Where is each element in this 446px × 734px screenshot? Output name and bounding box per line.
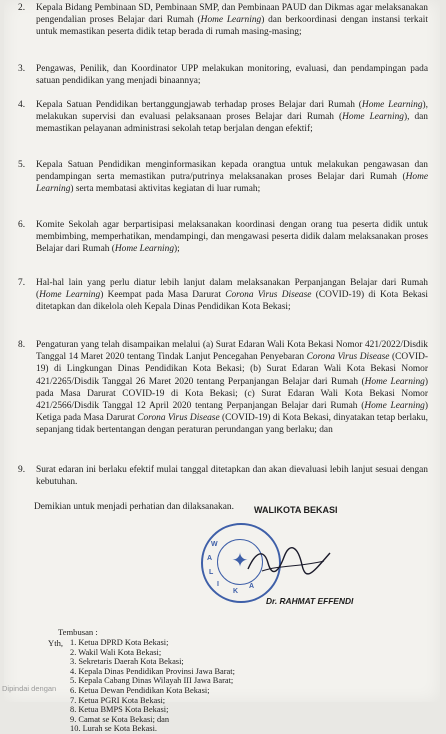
item-text: Komite Sekolah agar berpartisipasi melaksanakan koordinasi dengan orang tua peserta didik untuk membimbing, memperhatikan, mendampingi, dan mengawasi peserta didik dalam melaksanakan proses Belajar dari Rumah (Home Learning); <box>36 220 428 255</box>
item-text: Surat edaran ini berlaku efektif mulai tanggal ditetapkan dan akan dievaluasi lebih lanjut sesuai dengan kebutuhan. <box>36 465 428 488</box>
item-text: Pengaturan yang telah disampaikan melalui (a) Surat Edaran Wali Kota Bekasi Nomor 421/2022/Disdik Tanggal 14 Maret 2020 tentang Tindak Lanjut Pencegahan Penyebaran Corona Virus Disease (COVID-19) di Lingkungan Dinas Pendidikan Kota Bekasi; (b) Surat Edaran Wali Kota Bekasi Nomor 421/2265/Disdik Tanggal 26 Maret 2020 tentang Perpanjangan Belajar dari Rumah (Home Learning) pada Masa Darurat COVID-19 di Kota Bekasi; (c) Surat Edaran Wali Kota Bekasi Nomor 421/2566/Disdik Tanggal 12 April 2020 tentang Perpanjangan Belajar dari Rumah (Home Learning) Ketiga pada Masa Darurat Corona Virus Disease (COVID-19) di Kota Bekasi, dinyatakan tetap berlaku, sepanjang tidak bertentangan dengan peraturan perundangan yang berlaku; dan <box>36 340 429 436</box>
garuda-emblem-icon: ✦ <box>231 550 249 572</box>
official-stamp: W A L I K A ✦ <box>201 523 281 603</box>
item-text: Kepala Bidang Pembinaan SD, Pembinaan SMP, dan Pembinaan PAUD dan Dikmas agar melaksanakan pengendalian proses Belajar dari Rumah (Home Learning) dan berkoordinasi dengan instansi terkait untuk memastikan peserta didik tetap berada di rumah masing-masing; <box>36 3 428 38</box>
cc-item: 2. Wakil Wali Kota Bekasi; <box>70 647 162 657</box>
item-number: 9. <box>18 465 26 475</box>
item-text: Hal-hal lain yang perlu diatur lebih lanjut dalam melaksanakan Perpanjangan Belajar dari Rumah (Home Learning) Keempat pada Masa Darurat Corona Virus Disease (COVID-19) di Kota Bekasi ditetapkan dan dikelola oleh Kepala Dinas Pendidikan Kota Bekasi; <box>36 278 429 313</box>
cc-item: 10. Lurah se Kota Bekasi. <box>70 724 157 734</box>
cc-item: 7. Ketua PGRI Kota Bekasi; <box>70 695 166 705</box>
item-number: 6. <box>18 220 26 230</box>
cc-item: 9. Camat se Kota Bekasi; dan <box>70 714 170 724</box>
list-item <box>18 99 428 151</box>
list-item <box>18 277 428 329</box>
item-text: Kepala Satuan Pendidikan menginformasikan kepada orangtua untuk melakukan pengawasan dan pendampingan serta memastikan putra/putrinya melaksanakan proses Belajar dari Rumah (Home Learning) serta membatasi aktivitas kegiatan di luar rumah; <box>36 160 428 195</box>
cc-item: 1. Ketua DPRD Kota Bekasi; <box>70 638 169 647</box>
list-item <box>18 339 428 459</box>
cc-list <box>70 638 235 734</box>
signer-name: Dr. RAHMAT EFFENDI <box>266 596 354 606</box>
cc-item: 4. Kepala Dinas Pendidikan Provinsi Jawa Barat; <box>70 666 235 676</box>
scanner-watermark: Dipindai dengan <box>2 684 57 693</box>
list-item <box>18 2 428 54</box>
cc-item: 5. Kepala Cabang Dinas Wilayah III Jawa Barat; <box>70 676 234 686</box>
item-number: 2. <box>18 3 26 13</box>
item-number: 8. <box>18 340 26 350</box>
item-text: Kepala Satuan Pendidikan bertanggungjawab terhadap proses Belajar dari Rumah (Home Learning), melakukan supervisi dan evaluasi pelaksanaan proses Belajar dari Rumah (Home Learning), dan memastikan pelayanan administrasi sekolah tetap berjalan dengan efektif; <box>36 100 428 135</box>
document-page <box>4 0 440 734</box>
list-item <box>18 464 428 490</box>
cc-title: Tembusan : <box>58 627 98 637</box>
item-number: 7. <box>18 278 26 288</box>
closing-text: Demikian untuk menjadi perhatian dan dilaksanakan. <box>34 502 234 512</box>
item-number: 3. <box>18 64 26 74</box>
signer-title: WALIKOTA BEKASI <box>254 505 338 515</box>
cc-prefix: Yth, <box>48 638 64 648</box>
item-number: 4. <box>18 100 26 110</box>
item-number: 5. <box>18 160 26 170</box>
item-text: Pengawas, Penilik, dan Koordinator UPP melakukan monitoring, evaluasi, dan pendampingan pada satuan pendidikan yang menjadi binaannya; <box>36 64 428 87</box>
list-item <box>18 219 428 271</box>
list-item <box>18 159 428 211</box>
list-item <box>18 63 428 89</box>
cc-item: 6. Ketua Dewan Pendidikan Kota Bekasi; <box>70 685 210 695</box>
cc-item: 8. Ketua BMPS Kota Bekasi; <box>70 705 169 715</box>
handwritten-signature <box>244 545 334 577</box>
cc-item: 3. Sekretaris Daerah Kota Bekasi; <box>70 657 184 667</box>
